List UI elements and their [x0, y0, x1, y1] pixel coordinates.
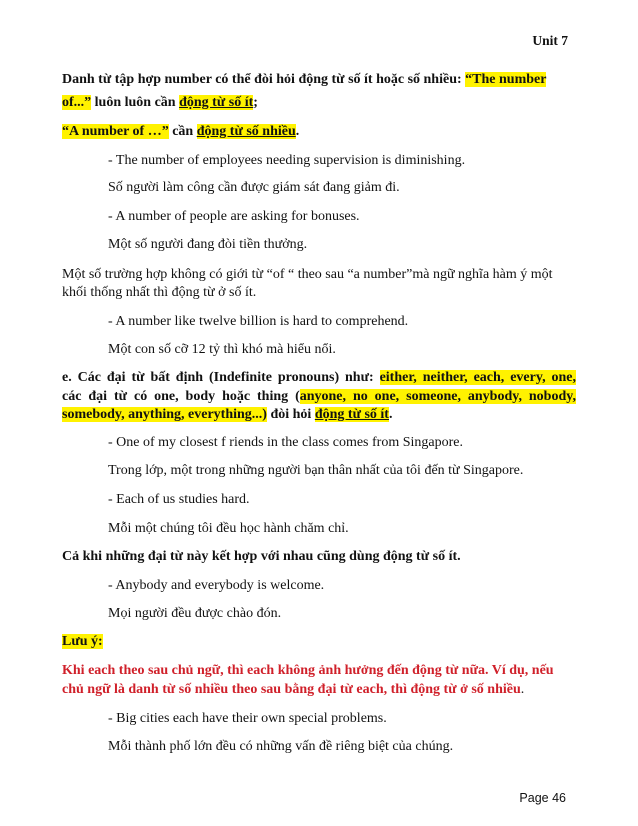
page-number: Page 46	[519, 791, 566, 805]
p4-line1	[62, 369, 576, 386]
p1-end: ;	[253, 95, 258, 110]
note-label: Lưu ý:	[62, 634, 103, 649]
p4-highlight-3: somebody, anything, everything...)	[62, 407, 267, 422]
p4-text-2: các đại từ có one, body hoặc thing (	[62, 389, 300, 404]
p1-highlight: “The number	[465, 72, 547, 87]
example-2-en: - A number of people are asking for bonuses.	[108, 209, 360, 224]
p4-text-3: đòi hỏi	[266, 407, 315, 422]
p6-line1: Khi each theo sau chủ ngữ, thì each không ảnh hưởng đến động từ nữa. Ví dụ, nếu	[62, 663, 554, 678]
p1-highlight-cont: of...”	[62, 95, 92, 110]
unit-header: Unit 7	[532, 33, 568, 48]
example-5-vi: Mỗi một chúng tôi đều học hành chăm chỉ.	[108, 521, 349, 536]
p5-line: Cả khi những đại từ này kết hợp với nhau cũng dùng động từ số ít.	[62, 549, 461, 564]
example-6-en: - Anybody and everybody is welcome.	[108, 578, 325, 593]
example-3-en: - A number like twelve billion is hard to comprehend.	[108, 314, 409, 329]
example-7-en: - Big cities each have their own special problems.	[108, 711, 387, 726]
p2-highlight: “A number of …”	[62, 124, 169, 139]
p4-line2	[62, 388, 576, 405]
example-5-en: - Each of us studies hard.	[108, 492, 250, 507]
p1-text-cont: luôn luôn cần	[91, 95, 180, 110]
p4-highlight-2: anyone, no one, someone, anybody, nobody,	[299, 389, 576, 404]
p3-line2: khối thống nhất thì động từ ở số ít.	[62, 285, 257, 300]
note-line	[62, 633, 576, 650]
p4-highlight-1: either, neither, each, every, one,	[379, 370, 576, 385]
p1-line2	[62, 94, 576, 111]
example-1-en: - The number of employees needing supervision is diminishing.	[108, 153, 466, 168]
p6-text-2: chủ ngữ là danh từ số nhiều theo sau bằng đại từ each, thì động từ ở số nhiều	[62, 682, 521, 697]
p4-end: .	[388, 407, 393, 422]
example-6-vi: Mọi người đều được chào đón.	[108, 606, 282, 621]
example-7-vi: Mỗi thành phố lớn đều có những vấn đề riêng biệt của chúng.	[108, 739, 454, 754]
p2-text: cần	[168, 124, 197, 139]
p4-text: e. Các đại từ bất định (Indefinite pronouns) như:	[62, 370, 380, 385]
p1-line1	[62, 71, 576, 88]
p4-verb-singular: động từ số ít	[314, 407, 389, 422]
p4-line3	[62, 406, 576, 423]
example-4-en: - One of my closest f riends in the class comes from Singapore.	[108, 435, 463, 450]
example-1-vi: Số người làm công cần được giám sát đang giảm đi.	[108, 180, 400, 195]
p3-line1: Một số trường hợp không có giới từ “of “ theo sau “a number”mà ngữ nghĩa hàm ý một	[62, 267, 553, 282]
example-2-vi: Một số người đang đòi tiền thưởng.	[108, 237, 308, 252]
p6-end: .	[520, 682, 525, 697]
example-4-vi: Trong lớp, một trong những người bạn thân nhất của tôi đến từ Singapore.	[108, 463, 524, 478]
p2-line	[62, 123, 576, 140]
p6-line2	[62, 681, 576, 698]
p1-text: Danh từ tập hợp number có thể đòi hỏi động từ số ít hoặc số nhiều:	[62, 72, 466, 87]
p2-end: .	[295, 124, 300, 139]
p2-verb-plural: động từ số nhiều	[196, 124, 296, 139]
p1-verb-singular: động từ số ít	[179, 95, 254, 110]
example-3-vi: Một con số cỡ 12 tỷ thì khó mà hiểu nổi.	[108, 342, 336, 357]
